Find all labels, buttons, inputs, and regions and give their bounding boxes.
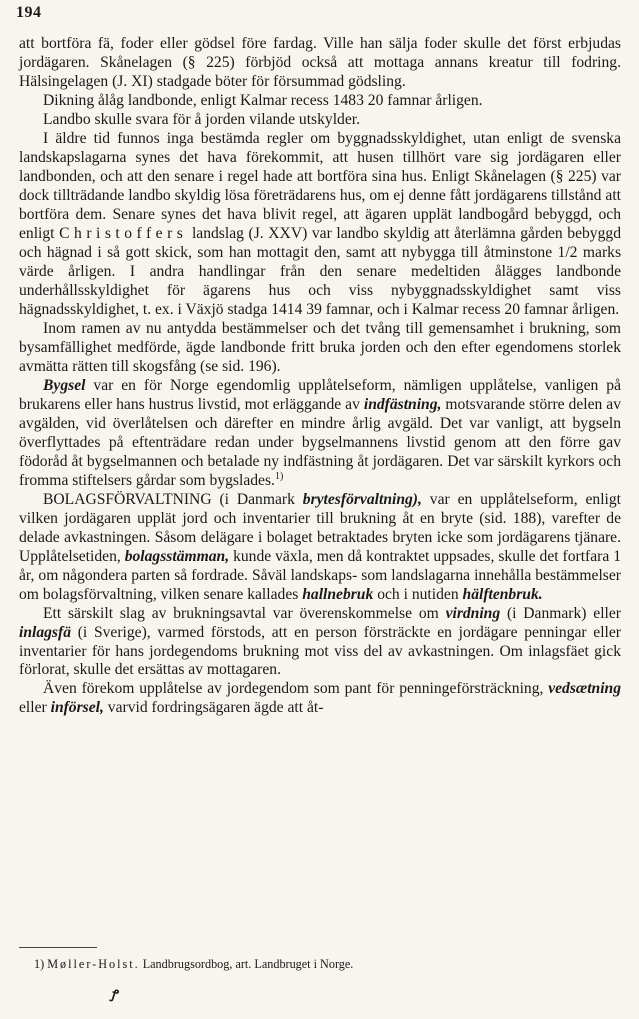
paragraph: Även förekom upplåtelse av jordegendom som pant för penningeförsträckning, vedsætning eller införsel, varvid fordringsägaren ägde att åt-: [19, 680, 621, 717]
term: virdning: [445, 604, 501, 622]
term: bolagsstämman,: [124, 547, 230, 565]
page-number: 194: [16, 4, 42, 21]
paragraph: Ett särskilt slag av brukningsavtal var överenskommelse om virdning (i Danmark) eller inlagsfä (i Sverige), varmed förstods, att en person försträckte en jordägare penningar eller inventarier för hans jordegendoms brukning mot viss del av avkastningen. Om inlagsfäet gick förlorat, skulle det ersättas av mottagaren.: [19, 604, 621, 679]
paragraph: Bygsel var en för Norge egendomlig upplåtelseform, nämligen upplåtelse, vanligen på brukarens eller hans hustrus livstid, mot erläggande av indfästning, motsvarande större delen av avgälden, vid överlåtelsen och därefter en mindre årlig avgäld. Det var vanligt, att bygseln överflyttades på eftenträdare redan under bygselmannens livstid genom att den förre gav födoråd åt bygselmannen och betalade ny indfästning åt jordägaren. Det var särskilt kyrkors och fromma stiftelsers gårdar som bygslades.$^{1)}$: [19, 376, 621, 489]
footnote: [34, 957, 353, 972]
term: hälftenbruk.: [462, 585, 543, 603]
term: Bygsel: [43, 376, 86, 394]
paragraph: Inom ramen av nu antydda bestämmelser och det tvång till gemensamhet i brukning, som bysamfällighet medförde, ägde landbonde fritt bruka jorden och den efter egendomens storlek avmätta rätten till skogsfång (se sid. 196).: [19, 319, 621, 375]
footnote-divider: [19, 947, 97, 948]
term: införsel,: [50, 699, 104, 717]
fraction: 1/2: [557, 243, 578, 261]
term: vedsætning: [548, 680, 621, 698]
paragraph: att bortföra fä, foder eller gödsel före fardag. Ville han sälja foder skulle det först erbjudas jordägaren. Skånelagen (§ 225) förbjöd också att mottaga annans kreatur till fodring. Hälsingelagen (J. XI) stadgade böter för försummad gödsling.: [19, 35, 621, 90]
footnote-ref: 1): [274, 470, 284, 482]
term: inlagsfä: [19, 623, 71, 641]
body-text: [19, 35, 621, 718]
footnote-marker: 1): [34, 957, 45, 971]
spaced-name: Christoffers: [59, 224, 188, 242]
footnote-text: Landbrugsordbog, art. Landbruget i Norge.: [142, 957, 354, 971]
term: brytesförvaltning),: [302, 490, 422, 508]
term: indfästning,: [363, 395, 442, 413]
footnote-author: Møller-Holst.: [47, 957, 140, 971]
term: hallnebruk: [302, 585, 374, 603]
paragraph: Dikning ålåg landbonde, enligt Kalmar recess 1483 20 famnar årligen.: [43, 91, 483, 109]
paragraph: BOLAGSFÖRVALTNING (i Danmark brytesförvaltning), var en upplåtelseform, enligt vilken jordägaren upplät jord och inventarier till brukning åt en bryte (sid. 188), varefter de delade avkastningen. Såsom delägare i bolaget betraktades bryten icke som jordägarens tjänare. Upplåtelsetiden, bolagsstämman, kunde växla, men då kontraktet uppsades, skulle det fortfara 1 år, om någondera parten så fordrade. Såväl landskaps- som landslagarna innehålla bestämmelser om bolagsförvaltning, vilken senare kallades hallnebruk och i nutiden hälftenbruk.: [19, 490, 621, 603]
paragraph: Landbo skulle svara för å jorden vilande utskylder.: [43, 110, 360, 128]
stray-mark: ꝭ: [109, 986, 121, 1003]
paragraph: I äldre tid funnos inga bestämda regler om byggnadsskyldighet, utan enligt de svenska landskapslagarna synes det hava förekommit, att husen tillhört vare sig jordägaren eller landbonden, och att den senare i regel hade att bortföra sina hus. Enligt Skånelagen (§ 225) var dock tillträdande landbo skyldig lösa företrädarens hus, om ej denne fått jordägarens tillstånd att bortföra dem. Senare synes det hava blivit regel, att ägaren upplät landbogård bebyggd, och enligt Christoffers landslag (J. XXV) var landbo skyldig att återlämna gården bebyggd och hägnad i så gott skick, som han mottagit den, samt att nybygga till åtminstone 1/2 marks värde årligen. I andra handlingar från den senare medeltiden ålägges landbonde underhållsskyldighet för ägarens hus och viss nybyggnadsskyldighet samt viss hägnadsskyldighet, t. ex. i Växjö stadga 1414 39 famnar, och i Kalmar recess 20 famnar årligen.: [19, 129, 622, 318]
